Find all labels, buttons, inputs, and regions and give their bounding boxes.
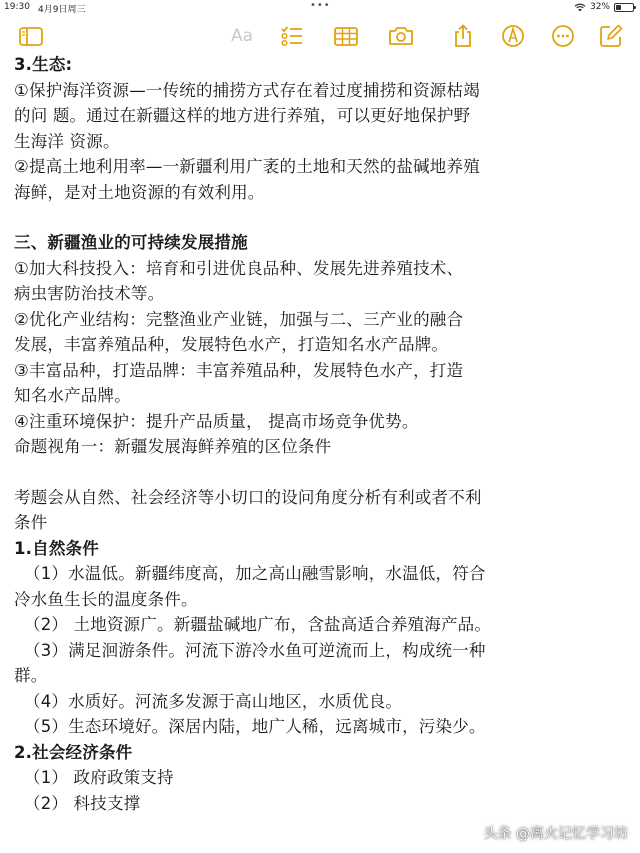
table-icon[interactable] — [333, 24, 359, 48]
battery-icon — [614, 3, 634, 12]
note-line: 命题视角一：新疆发展海鲜养殖的区位条件 — [14, 437, 332, 456]
sidebar-icon[interactable] — [18, 24, 44, 48]
battery-cap — [634, 6, 636, 9]
checklist-icon[interactable] — [279, 24, 305, 48]
note-line: ④注重环境保护：提升产品质量， 提高市场竞争优势。 — [14, 411, 419, 431]
battery-percent: 32% — [589, 2, 610, 12]
note-heading: 三、新疆渔业的可持续发展措施 — [14, 233, 248, 252]
note-heading: 3.生态: — [14, 55, 73, 74]
format-button[interactable]: Aa — [230, 26, 254, 46]
note-line: 考题会从自然、社会经济等小切口的设问角度分析有利或者不利 — [14, 487, 482, 507]
battery-fill — [616, 5, 621, 10]
note-line: ③丰富品种，打造品牌：丰富养殖品种，发展特色水产，打造 — [14, 360, 464, 380]
note-line: 病虫害防治技术等。 — [14, 284, 165, 303]
status-date: 4月9日周三 — [38, 5, 86, 15]
status-right — [574, 2, 634, 12]
note-line: ①加大科技投入：培育和引进优良品种、发展先进养殖技术、 — [14, 258, 464, 278]
markup-icon[interactable] — [500, 24, 526, 48]
note-line: 的问 题。通过在新疆这样的地方进行养殖，可以更好地保护野 — [14, 106, 471, 125]
note-line: ②优化产业结构：完整渔业产业链，加强与二、三产业的融合 — [14, 309, 464, 329]
note-heading: 1.自然条件 — [14, 538, 99, 558]
more-icon[interactable] — [550, 24, 576, 48]
note-line: （2） 科技支撑 — [24, 793, 141, 813]
note-body[interactable] — [14, 52, 630, 816]
share-icon[interactable] — [450, 24, 476, 48]
notes-toolbar — [0, 18, 640, 54]
note-line: 冷水鱼生长的温度条件。 — [14, 589, 198, 609]
watermark: 头条 @离火记忆学习坊 — [483, 826, 628, 842]
note-line: （1）水温低。新疆纬度高，加之高山融雪影响，水温低，符合 — [24, 564, 486, 583]
note-line: （1） 政府政策支持 — [24, 768, 174, 787]
note-line: （2） 土地资源广。新疆盐碱地广布，含盐高适合养殖海产品。 — [24, 615, 492, 634]
note-line: 生海洋 资源。 — [14, 131, 120, 151]
note-line: （5）生态环境好。深居内陆，地广人稀，远离城市，污染少。 — [24, 717, 486, 736]
wifi-icon — [574, 3, 586, 12]
blank-line — [14, 205, 630, 230]
status-time: 19:30 — [4, 2, 30, 12]
note-line: （3）满足洄游条件。河流下游冷水鱼可逆流而上，构成统一种 — [24, 640, 486, 660]
note-line: 发展，丰富养殖品种，发展特色水产，打造知名水产品牌。 — [14, 335, 449, 354]
note-line: （4）水质好。河流多发源于高山地区，水质优良。 — [24, 691, 403, 711]
status-bar — [0, 0, 640, 16]
note-line: 条件 — [14, 513, 48, 532]
note-line: 群。 — [14, 666, 48, 685]
multitasking-dots-icon[interactable]: ••• — [310, 0, 331, 11]
camera-icon[interactable] — [388, 24, 414, 48]
note-heading: 2.社会经济条件 — [14, 742, 133, 762]
note-line: ②提高土地利用率—一新疆利用广袤的土地和天然的盐碱地养殖 — [14, 157, 480, 176]
note-line: ①保护海洋资源—一传统的捕捞方式存在着过度捕捞和资源枯竭 — [14, 80, 480, 100]
compose-icon[interactable] — [598, 24, 624, 48]
note-line: 海鲜，是对土地资源的有效利用。 — [14, 182, 265, 202]
note-line: 知名水产品牌。 — [14, 386, 131, 405]
blank-line — [14, 460, 630, 485]
